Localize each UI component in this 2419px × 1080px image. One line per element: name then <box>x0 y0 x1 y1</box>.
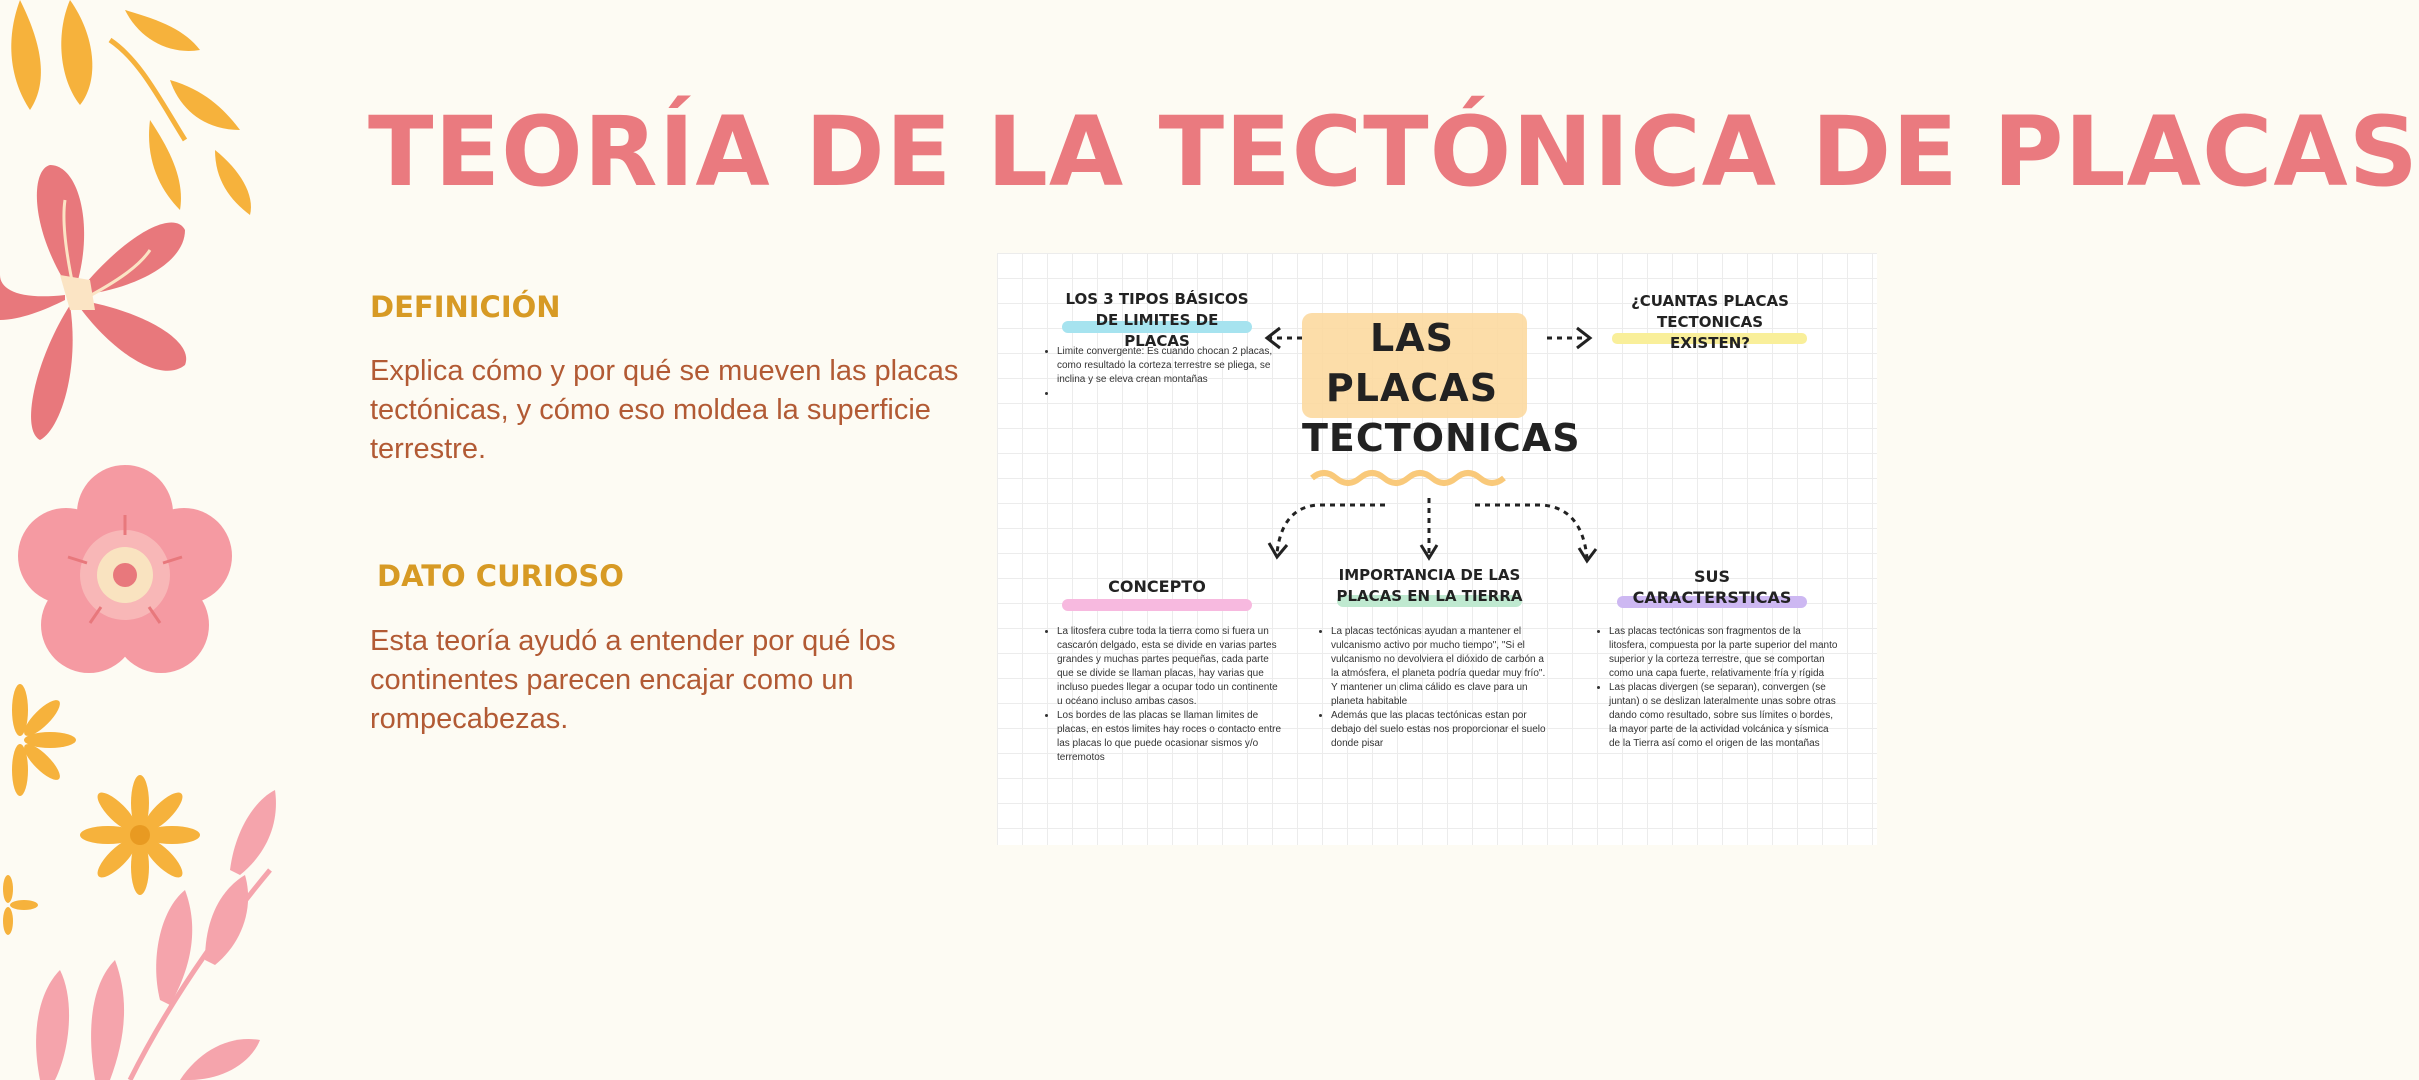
definition-heading: DEFINICIÓN <box>370 290 561 324</box>
top-right-title: ¿CUANTAS PLACAS TECTONICAS EXISTEN? <box>1631 292 1789 352</box>
concept-highlight <box>1062 599 1252 611</box>
list-item: • Limite convergente: Es cuando chocan 2 placas, como resultado la corteza terrestre se pliega, se inclina y se eleva crean montañas <box>1057 345 1277 387</box>
squiggle-line <box>1312 473 1504 483</box>
list-item: • Además que las placas tectónicas estan por debajo del suelo estas nos proporcionar el suelo donde pisar <box>1331 709 1551 751</box>
list-item: • Los bordes de las placas se llaman limites de placas, en estos limites hay roces o contacto entre las placas lo que puede ocasionar sismos y/o terremotos <box>1057 709 1282 765</box>
round-pink-flower-icon <box>18 465 232 673</box>
pink-flower-icon <box>0 165 186 440</box>
list-item <box>1057 387 1277 401</box>
fun-fact-heading: DATO CURIOSO <box>377 559 624 593</box>
features-title: SUS CARACTERSTICAS <box>1632 567 1792 607</box>
slide-title: TEORÍA DE LA TECTÓNICA DE PLACAS <box>368 96 2419 208</box>
importance-title: IMPORTANCIA DE LAS PLACAS EN LA TIERRA <box>1336 566 1523 605</box>
center-title: LAS PLACAS TECTONICAS <box>1302 316 1581 460</box>
list-item: • La placas tectónicas ayudan a mantener el vulcanismo activo por mucho tiempo", "Si el vulcanismo no devolviera el dióxido de carbón a la atmósfera, el planeta podría quedar muy frío". Y mantener un clima cálido es clave para un planeta habitable <box>1331 625 1551 709</box>
top-left-list <box>1045 345 1277 401</box>
list-item: • Las placas divergen (se separan), convergen (se juntan) o se deslizan lateralmente unas sobre otras dando como resultado, sobre sus límites o bordes, la mayor parte de la actividad volcánica y sísmica de la Tierra así como el origen de las montañas <box>1609 681 1841 751</box>
features-list <box>1597 625 1841 751</box>
definition-text: Explica cómo y por qué se mueven las placas tectónicas, y cómo eso moldea la superficie terrestre. <box>370 355 959 465</box>
fun-fact-text: Esta teoría ayudó a entender por qué los continentes parecen encajar como un rompecabezas. <box>370 625 896 735</box>
concept-list <box>1045 625 1282 765</box>
floral-decoration <box>0 0 300 1080</box>
importance-list <box>1319 625 1551 751</box>
list-item: • La litosfera cubre toda la tierra como si fuera un cascarón delgado, esta se divide en varias partes grandes y muchas partes pequeñas, cada parte que se divide se llaman placas, hay varias que incluso puedes llegar a ocupar todo un continente u océano incluso ambas casos. <box>1057 625 1282 709</box>
orange-daisy-icon <box>3 684 200 935</box>
list-item: • Las placas tectónicas son fragmentos de la litosfera, compuesta por la parte superior del manto superior y la corteza terrestre, que se comportan como una capa fuerte, relativamente fría y rígida <box>1609 625 1841 681</box>
concept-map <box>997 253 1877 845</box>
top-left-title: LOS 3 TIPOS BÁSICOS DE LIMITES DE PLACAS <box>1065 290 1249 350</box>
concept-title: CONCEPTO <box>1108 577 1206 596</box>
